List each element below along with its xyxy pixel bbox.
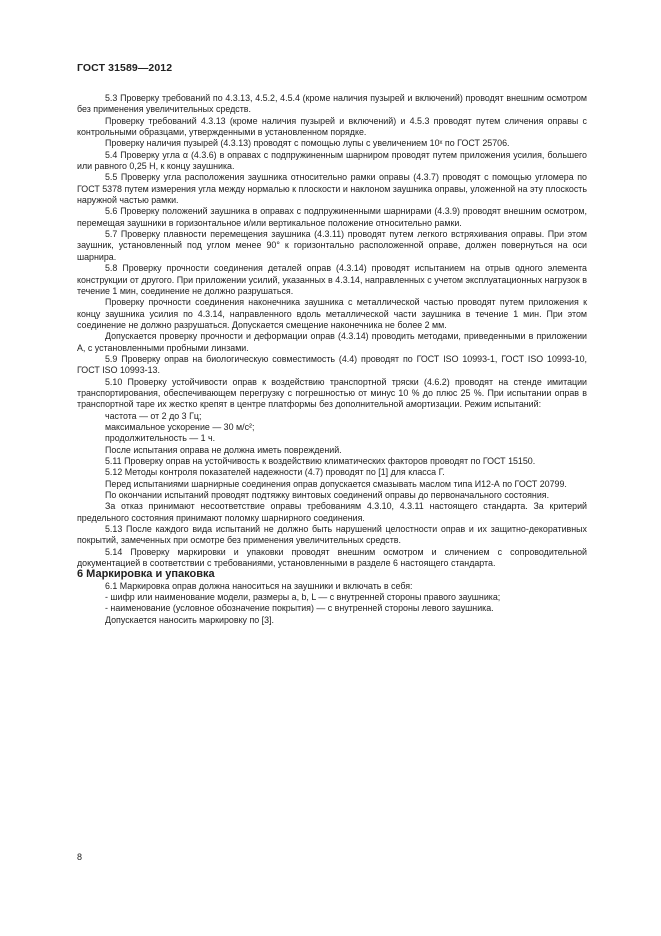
paragraph: Допускается наносить маркировку по [3]. bbox=[105, 614, 275, 625]
paragraph: За отказ принимают несоответствие оправы требованиям 4.3.10, 4.3.11 настоящего стандарта. За критерий предельного состояния принимают поломку шарнирного соединения. bbox=[77, 501, 587, 523]
paragraph: 5.3 Проверку требований по 4.3.13, 4.5.2, 4.5.4 (кроме наличия пузырей и включений) проводят внешним осмотром без применения увеличительных средств. bbox=[77, 93, 587, 115]
paragraph: 5.14 Проверку маркировки и упаковки проводят внешним осмотром и сличением с сопроводительной документацией в соответствии с требованиями, установленными в разделе 6 настоящего стандарта. bbox=[77, 546, 587, 569]
paragraph: 5.13 После каждого вида испытаний не должно быть нарушений целостности оправ и их защитно-декоративных покрытий, замеченных при осмотре без применения увеличительных средств. bbox=[77, 524, 587, 546]
paragraph: 5.6 Проверку положений заушника в оправах с подпружиненными шарнирами (4.3.9) проводят внешним осмотром, перемещая заушники в горизонтальное и/или вертикальное положение относительно рамки. bbox=[77, 206, 587, 228]
test-mode-item: максимальное ускорение — 30 м/с²; bbox=[105, 421, 255, 432]
paragraph: После испытания оправа не должна иметь повреждений. bbox=[105, 444, 342, 455]
paragraph: 5.11 Проверку оправ на устойчивость к воздействию климатических факторов проводят по ГОСТ 15150. bbox=[105, 456, 536, 466]
paragraph: 5.9 Проверку оправ на биологическую совместимость (4.4) проводят по ГОСТ ISO 10993-1, ГОСТ ISO 10993-10, ГОСТ ISO 10993-13. bbox=[77, 353, 587, 376]
document-body bbox=[77, 93, 587, 626]
paragraph: 5.7 Проверку плавности перемещения заушника (4.3.11) проводят путем легкого встряхивания оправы. При этом заушник, установленный под углом менее 90° к горизонтально расположенной оправе, должен повернуться на оси шарнира. bbox=[77, 229, 587, 262]
paragraph: Проверку наличия пузырей (4.3.13) проводят с помощью лупы с увеличением 10ˣ по ГОСТ 25706. bbox=[105, 138, 510, 149]
paragraph: 5.12 Методы контроля показателей надежности (4.7) проводят по [1] для класса Г. bbox=[105, 467, 445, 478]
paragraph: 5.4 Проверку угла α (4.3.6) в оправах с подпружиненным шарниром проводят путем приложения усилия, большего или равного 0,25 Н, к концу заушника. bbox=[77, 149, 587, 172]
paragraph: Допускается проверку прочности и деформации оправ (4.3.14) проводить методами, приведенными в приложении А, с установленными пробными линзами. bbox=[77, 331, 587, 353]
paragraph: Проверку требований 4.3.13 (кроме наличия пузырей и включений) и 4.5.3 проводят путем сличения оправы с контрольными образцами, утвержденными в установленном порядке. bbox=[77, 115, 587, 138]
paragraph: 5.8 Проверку прочности соединения деталей оправ (4.3.14) проводят испытанием на отрыв одного элемента конструкции от другого. При приложении усилий, указанных в 4.3.14, направленных с учетом эксплуатационных нагрузок в течение 1 мин, соединение не должно разрушаться. bbox=[77, 263, 587, 296]
document-header: ГОСТ 31589—2012 bbox=[77, 62, 173, 74]
test-mode-item: частота — от 2 до 3 Гц; bbox=[105, 410, 202, 421]
paragraph: 5.10 Проверку устойчивости оправ к воздействию транспортной тряски (4.6.2) проводят на стенде имитации транспортирования, обеспечивающем перегрузку с погрешностью от минус 10 % до плюс 25 %. При испытании оправ в транспортной таре их жестко крепят в центре платформы без дополнительной амортизации. Режим испытаний: bbox=[77, 376, 587, 410]
test-mode-item: продолжительность — 1 ч. bbox=[105, 433, 216, 444]
page-number: 8 bbox=[77, 852, 83, 862]
paragraph: По окончании испытаний проводят подтяжку винтовых соединений оправы до первоначального состояния. bbox=[105, 490, 550, 501]
paragraph: Перед испытаниями шарнирные соединения оправ допускается смазывать маслом типа И12-А по ГОСТ 20799. bbox=[105, 478, 567, 489]
paragraph: 5.5 Проверку угла расположения заушника относительно рамки оправы (4.3.7) проводят с помощью угломера по ГОСТ 5378 путем измерения угла между нормалью к плоскости и наклоном заушника оправы, уложенной на эту плоскость наружной частью рамки. bbox=[77, 172, 587, 206]
paragraph: 6.1 Маркировка оправ должна наноситься на заушники и включать в себя: bbox=[105, 580, 413, 591]
marking-item: - шифр или наименование модели, размеры a, b, L — с внутренней стороны правого заушника; bbox=[105, 592, 501, 603]
paragraph: Проверку прочности соединения наконечника заушника с металлической частью проводят путем приложения к концу заушника усилия по 4.3.14, направленного вдоль металлической части заушника в течение 1 мин. При этом соединение не должно разрушаться. Допускается смещение наконечника не более 2 мм. bbox=[77, 297, 587, 330]
section-title: 6 Маркировка и упаковка bbox=[77, 568, 215, 581]
marking-item: - наименование (условное обозначение покрытия) — с внутренней стороны левого заушника. bbox=[105, 603, 494, 614]
